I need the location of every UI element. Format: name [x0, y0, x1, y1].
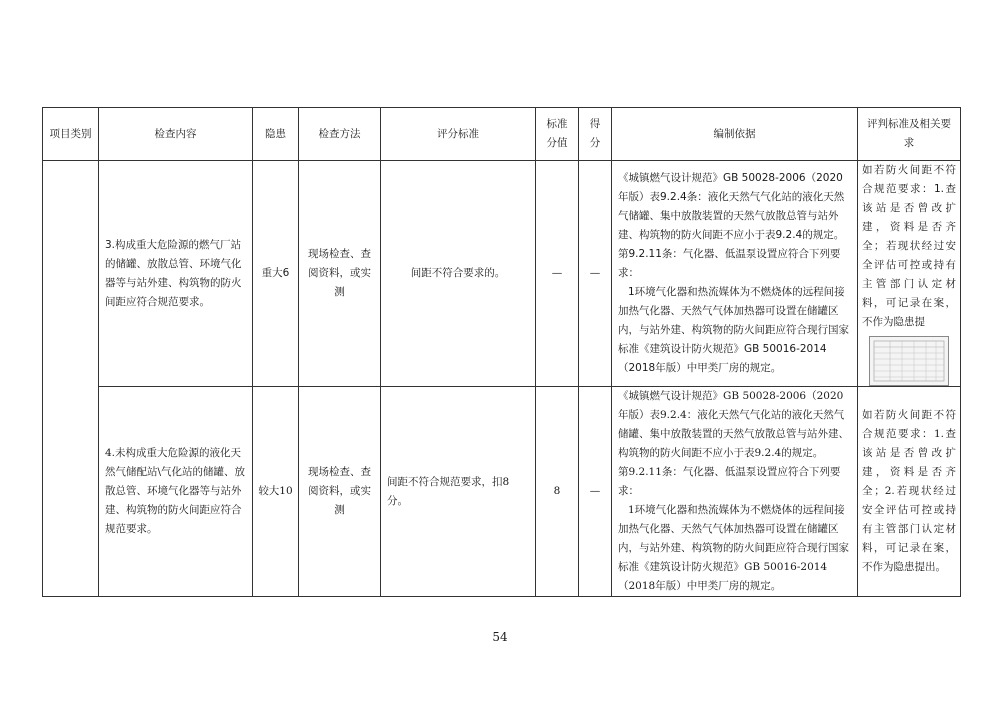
- score-cell: —: [579, 387, 612, 597]
- header-score: 得分: [579, 108, 612, 161]
- method-cell: 现场检查、查阅资料，或实测: [299, 387, 381, 597]
- score-cell: —: [579, 161, 612, 387]
- header-evaluation: 评判标准及相关要求: [858, 108, 961, 161]
- basis-paragraph: 1环境气化器和热流媒体为不燃烧体的远程间接加热气化器、天然气气体加热器可设置在储罐区内，与站外建、构筑物的防火间距应符合现行国家标准《建筑设计防火规范》GB 50016-2014（2018年版）中甲类厂房的规定。: [618, 286, 849, 374]
- header-basis: 编制依据: [612, 108, 858, 161]
- header-hazard: 隐患: [253, 108, 299, 161]
- inspection-table: [42, 107, 961, 597]
- basis-paragraph: 第9.2.11条：气化器、低温泵设置应符合下列要求：: [618, 248, 841, 279]
- header-method: 检查方法: [299, 108, 381, 161]
- content-cell: 4.未构成重大危险源的液化天然气储配站\气化站的储罐、放散总管、环境气化器等与站外建、构筑物的防火间距应符合规范要求。: [99, 387, 253, 597]
- evaluation-cell: 如若防火间距不符合规范要求：1.查该站是否曾改扩建，资料是否齐全；2.若现状经过安全评估可控或持有主管部门认定材料，可记录在案，不作为隐患提出。: [858, 387, 961, 597]
- embedded-table-image: [869, 336, 949, 386]
- basis-paragraph: 《城镇燃气设计规范》GB 50028-2006（2020年版）表9.2.4：液化天然气气化站的液化天然气储罐、集中放散装置的天然气放散总管与站外建、构筑物的防火间距不应小于表9.2.4的规定。: [618, 390, 849, 459]
- header-std-score: 标准分值: [536, 108, 579, 161]
- evaluation-cell: [858, 161, 961, 387]
- content-cell: 3.构成重大危险源的燃气厂站的储罐、放散总管、环境气化器等与站外建、构筑物的防火间距应符合规范要求。: [99, 161, 253, 387]
- header-criteria: 评分标准: [381, 108, 536, 161]
- criteria-cell: 间距不符合要求的。: [381, 161, 536, 387]
- category-cell: [43, 161, 99, 597]
- header-category: 项目类别: [43, 108, 99, 161]
- std-score-cell: 8: [536, 387, 579, 597]
- method-cell: 现场检查、查阅资料，或实测: [299, 161, 381, 387]
- basis-paragraph: 第9.2.11条：气化器、低温泵设置应符合下列要求：: [618, 466, 841, 497]
- criteria-cell: 间距不符合规范要求，扣8分。: [381, 387, 536, 597]
- page-number: 54: [492, 630, 508, 644]
- header-content: 检查内容: [99, 108, 253, 161]
- evaluation-text: 如若防火间距不符合规范要求：1.查该站是否曾改扩建，资料是否齐全；若现状经过安全评估可控或持有主管部门认定材料，可记录在案，不作为隐患提: [862, 164, 956, 328]
- std-score-cell: —: [536, 161, 579, 387]
- table-row: [43, 161, 961, 387]
- basis-paragraph: 1环境气化器和热流媒体为不燃烧体的远程间接加热气化器、天然气气体加热器可设置在储罐区内，与站外建、构筑物的防火间距应符合现行国家标准《建筑设计防火规范》GB 50016-2014（2018年版）中甲类厂房的规定。: [618, 504, 849, 592]
- table-row: [43, 387, 961, 597]
- hazard-cell: 重大6: [253, 161, 299, 387]
- basis-cell: [612, 161, 858, 387]
- basis-paragraph: 《城镇燃气设计规范》GB 50028-2006（2020年版）表9.2.4条：液化天然气气化站的液化天然气储罐、集中放散装置的天然气放散总管与站外建、构筑物的防火间距不应小于表9.2.4的规定。: [618, 172, 845, 241]
- header-row: [43, 108, 961, 161]
- basis-cell: [612, 387, 858, 597]
- hazard-cell: 较大10: [253, 387, 299, 597]
